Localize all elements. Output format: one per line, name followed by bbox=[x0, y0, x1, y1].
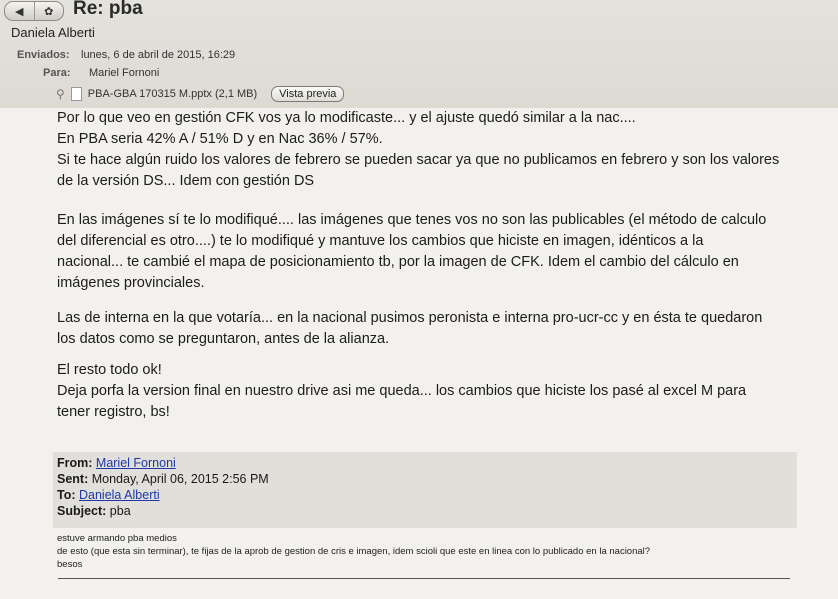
body-line: Por lo que veo en gestión CFK vos ya lo modificaste... y el ajuste quedó similar a la nac.... bbox=[57, 110, 636, 126]
divider bbox=[58, 578, 790, 579]
body-line: imágenes provinciales. bbox=[57, 275, 205, 291]
quoted-subject bbox=[57, 504, 131, 518]
paragraph-4 bbox=[57, 360, 797, 423]
sender-name: Daniela Alberti bbox=[11, 25, 95, 40]
back-button[interactable] bbox=[5, 2, 34, 20]
body-line: Deja porfa la version final en nuestro drive asi me queda... los cambios que hiciste los pasé al excel M para bbox=[57, 383, 747, 399]
quoted-to-label: To: bbox=[57, 488, 76, 502]
body-line: En las imágenes sí te lo modifiqué.... las imágenes que tenes vos no son las publicables (el método de calculo bbox=[57, 212, 767, 228]
quoted-from-link[interactable]: Mariel Fornoni bbox=[95, 456, 176, 470]
back-arrow-icon: ◀ bbox=[15, 5, 24, 18]
quoted-to-link[interactable]: Daniela Alberti bbox=[79, 488, 160, 502]
quoted-sent bbox=[57, 472, 269, 486]
quoted-sent-label: Sent: bbox=[57, 472, 89, 486]
attachment-name[interactable]: PBA-GBA 170315 M.pptx (2,1 MB) bbox=[87, 88, 258, 100]
nav-button-group bbox=[4, 1, 64, 21]
attachment-row bbox=[56, 86, 344, 102]
body-line: de la versión DS... Idem con gestión DS bbox=[57, 173, 315, 189]
body-line: El resto todo ok! bbox=[57, 362, 162, 378]
paragraph-3 bbox=[57, 308, 797, 350]
paperclip-icon: ⚲ bbox=[56, 87, 65, 101]
quoted-to bbox=[57, 488, 160, 502]
quoted-body-line: de esto (que esta sin terminar), te fijas de la aprob de gestion de cris e imagen, idem scioli que este en linea con lo publicado en la nacional? bbox=[57, 546, 651, 557]
to-value[interactable]: Mariel Fornoni bbox=[89, 67, 160, 79]
body-line: Las de interna en la que votaría... en la nacional pusimos peronista e interna pro-ucr-cc y en ésta te quedaron bbox=[57, 310, 763, 326]
preview-button[interactable]: Vista previa bbox=[271, 86, 344, 102]
quoted-body-line: estuve armando pba medios bbox=[57, 533, 177, 544]
quoted-body-line: besos bbox=[57, 559, 83, 570]
paragraph-1 bbox=[57, 108, 797, 192]
body-line: En PBA seria 42% A / 51% D y en Nac 36% / 57%. bbox=[57, 131, 383, 147]
quoted-subject-value: pba bbox=[109, 504, 131, 518]
sent-value: lunes, 6 de abril de 2015, 16:29 bbox=[81, 49, 236, 61]
forward-icon: ✿ bbox=[44, 5, 54, 18]
quoted-from-label: From: bbox=[57, 456, 93, 470]
paragraph-2 bbox=[57, 210, 797, 294]
message-header bbox=[0, 0, 838, 109]
body-line: Si te hace algún ruido los valores de febrero se pueden sacar ya que no publicamos en febrero y son los valores bbox=[57, 152, 780, 168]
file-icon bbox=[71, 87, 82, 101]
body-line: del diferencial es otro....) te lo modifiqué y mantuve los cambios que hiciste en imagen, idénticos a la bbox=[57, 233, 704, 249]
body-line: nacional... te cambié el mapa de posicionamiento tb, por la imagen de CFK. Idem el cambio del cálculo en bbox=[57, 254, 739, 270]
body-line: tener registro, bs! bbox=[57, 404, 170, 420]
to-label: Para: bbox=[43, 67, 71, 79]
quoted-subject-label: Subject: bbox=[57, 504, 107, 518]
message-body bbox=[0, 108, 838, 599]
body-line: los datos como se preguntaron, antes de la alianza. bbox=[57, 331, 390, 347]
quoted-from bbox=[57, 456, 176, 470]
sent-label: Enviados: bbox=[17, 49, 70, 61]
forward-button[interactable] bbox=[34, 2, 64, 20]
message-subject: Re: pba bbox=[73, 0, 143, 19]
quoted-sent-value: Monday, April 06, 2015 2:56 PM bbox=[91, 472, 269, 486]
